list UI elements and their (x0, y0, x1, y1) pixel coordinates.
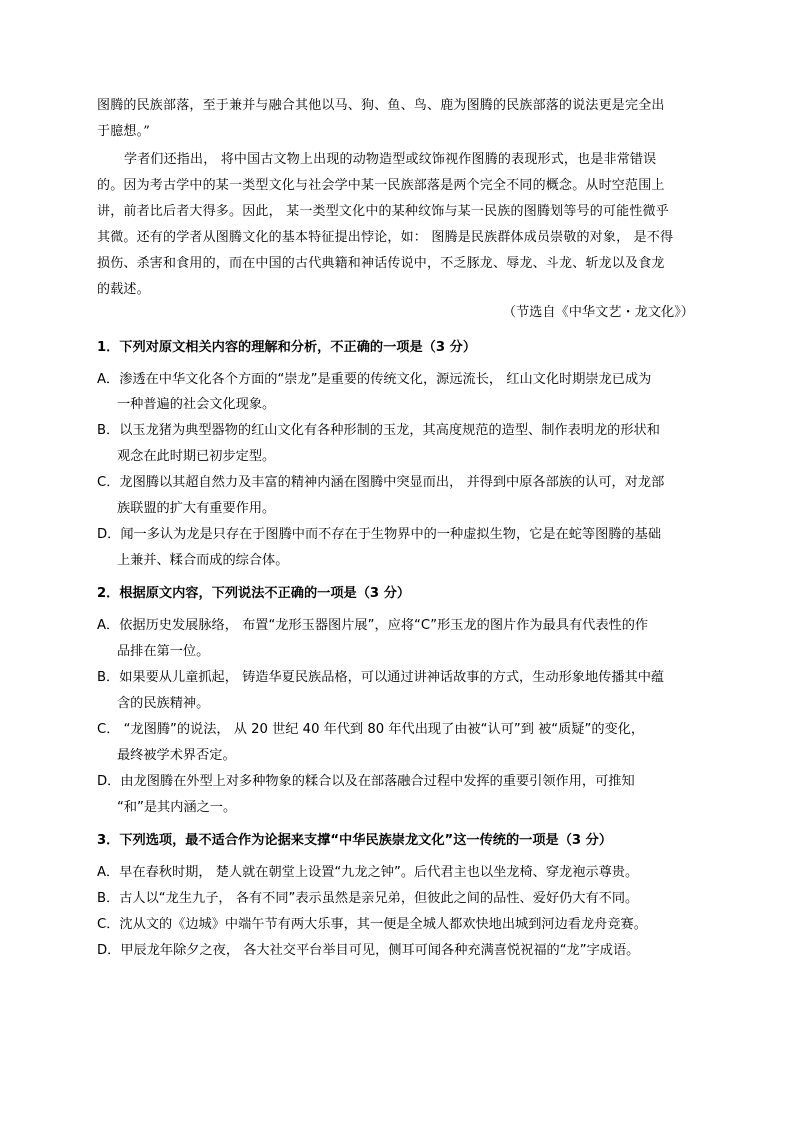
passage-line: 讲，前者比后者大得多。因此， 某一类型文化中的某种纹饰与某一民族的图腾划等号的可能性微乎 (97, 204, 669, 219)
option-c-line: C． “龙图腾”的说法， 从 20 世纪 40 年代到 80 年代出现了由被“认可”到 被“质疑”的变化， (97, 722, 645, 737)
passage-line: 图腾的民族部落，至于兼并与融合其他以马、狗、鱼、鸟、鹿为图腾的民族部落的说法更是完全出 (97, 98, 665, 113)
question-stem: 3．下列选项，最不适合作为论据来支撑“中华民族崇龙文化”这一传统的一项是（3 分） (97, 833, 613, 848)
passage-line: 的载述。 (97, 282, 150, 297)
option-d-line: “和”是其内涵之一。 (117, 800, 237, 815)
question-stem: 2．根据原文内容，下列说法不正确的一项是（3 分） (97, 586, 411, 601)
passage-line: 损伤、杀害和食用的，而在中国的古代典籍和神话传说中，不乏豚龙、辱龙、斗龙、斩龙以及食龙 (97, 256, 665, 271)
option-b-line: B．以玉龙猪为典型器物的红山文化有各种形制的玉龙，其高度规范的造型、制作表明龙的形状和 (97, 423, 660, 438)
option-a-line: A．依据历史发展脉络， 布置“龙形玉器图片展”，应将“C”形玉龙的图片作为最具有代表性的作 (97, 618, 649, 633)
option-d-line: D．甲辰龙年除夕之夜， 各大社交平台举目可见，侧耳可闻各种充满喜悦祝福的“龙”字成语。 (97, 943, 640, 958)
option-a-line: A．早在春秋时期， 楚人就在朝堂上设置“九龙之钟”。后代君主也以坐龙椅、穿龙袍示尊贵。 (97, 865, 639, 880)
passage-line: 于臆想。” (97, 124, 151, 139)
option-b-line: B．古人以“龙生九子， 各有不同”表示虽然是亲兄弟，但彼此之间的品性、爱好仍大有不同。 (97, 891, 639, 906)
option-c-line: C．沈从文的《边城》中端午节有两大乐事，其一便是全城人都欢快地出城到河边看龙舟竞赛。 (97, 917, 647, 932)
passage-line: 的。因为考古学中的某一类型文化与社会学中某一民族部落是两个完全不同的概念。从时空范围上 (97, 178, 665, 193)
option-b-line: 观念在此时期已初步定型。 (117, 449, 276, 464)
option-d-line: D．闻一多认为龙是只存在于图腾中而不存在于生物界中的一种虚拟生物，它是在蛇等图腾的基础 (97, 527, 662, 542)
passage-source: （节选自《中华文艺・龙文化》） (502, 305, 694, 320)
option-c-line: C．龙图腾以其超自然力及丰富的精神内涵在图腾中突显而出， 并得到中原各部族的认可，对龙部 (97, 475, 665, 490)
option-a-line: A．渗透在中华文化各个方面的“崇龙”是重要的传统文化，源远流长， 红山文化时期崇龙已成为 (97, 372, 652, 387)
option-b-line: 含的民族精神。 (117, 696, 210, 711)
option-c-line: 最终被学术界否定。 (117, 748, 236, 763)
option-d-line: 上兼并、糅合而成的综合体。 (117, 553, 289, 568)
question-stem: 1．下列对原文相关内容的理解和分析，不正确的一项是（3 分） (97, 340, 477, 355)
option-d-line: D．由龙图腾在外型上对多种物象的糅合以及在部落融合过程中发挥的重要引领作用，可推知 (97, 774, 635, 789)
option-a-line: 品排在第一位。 (117, 644, 210, 659)
passage-line: 学者们还指出， 将中国古文物上出现的动物造型或纹饰视作图腾的表现形式，也是非常错误 (124, 152, 657, 167)
option-a-line: 一种普遍的社会文化现象。 (117, 397, 276, 412)
option-b-line: B．如果要从儿童抓起， 铸造华夏民族品格，可以通过讲神话故事的方式，生动形象地传播其中蕴 (97, 670, 665, 685)
option-c-line: 族联盟的扩大有重要作用。 (117, 501, 276, 516)
passage-line: 其微。还有的学者从图腾文化的基本特征提出悖论，如： 图腾是民族群体成员崇敬的对象， 是不得 (97, 230, 674, 245)
